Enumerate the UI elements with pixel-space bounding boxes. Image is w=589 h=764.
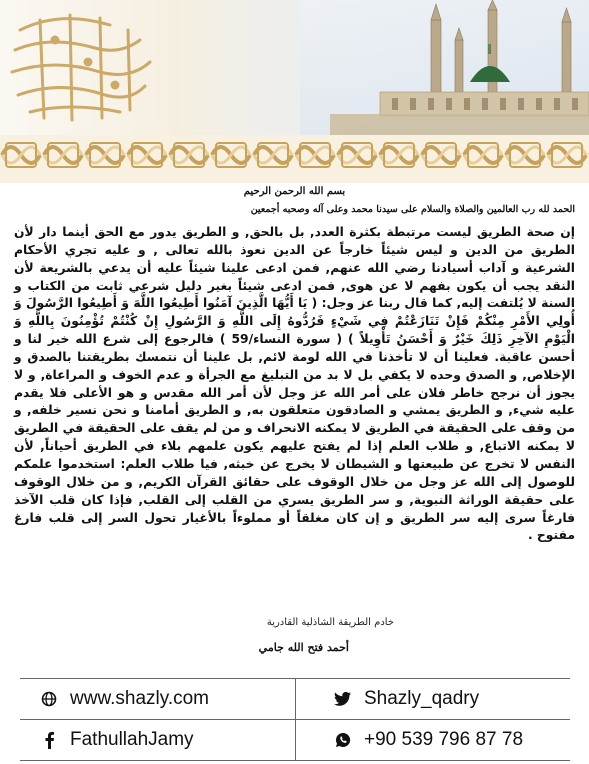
calligraphy-logo bbox=[12, 15, 150, 120]
website-text: www.shazly.com bbox=[70, 688, 210, 709]
whatsapp-number: +90 539 796 87 78 bbox=[364, 729, 524, 750]
whatsapp-link[interactable] bbox=[332, 722, 523, 758]
facebook-name: FathullahJamy bbox=[70, 729, 194, 750]
signature-title: خادم الطريقة الشاذلية القادرية bbox=[266, 617, 394, 628]
facebook-link[interactable] bbox=[38, 722, 194, 758]
signature-name: أحمد فتح الله جامي bbox=[258, 641, 349, 654]
twitter-handle: Shazly_qadry bbox=[364, 688, 480, 709]
twitter-link[interactable] bbox=[332, 681, 479, 717]
basmala-line: بسم الله الرحمن الرحيم bbox=[243, 186, 346, 197]
article-body: إن صحة الطريق ليست مرتبطة بكثرة العدد, بل بالحق, و الطريق يدور مع الحق أينما دار لأن الطريق من الدين و ليس شيئاً خارجاً عن الدين نعوذ بالله تعالى , و عليه تجري الأحكام الشرعية و آداب أسيادنا رضي الله عنهم, فمن ادعى علينا شيئاً عليه أن يدعي بالشريعة لأن النقد يجب أن يكون بفهم لا عن هوى, فمن ادعى شيئاً بغير دليل شرعي ثابت من الكتاب و السنة لا يُلتفت إليه, كما قال ربنا عز وجل: ( يَا أَيُّهَا الَّذِينَ آمَنُوا أَطِيعُوا اللَّهَ وَ أَطِيعُوا الرَّسُولَ وَ أُولِي الأَمْرِ مِنْكُمْ فَإِنْ تَنَازَعْتُمْ فِي شَيْءٍ فَرُدُّوهُ إِلَى اللَّهِ وَ الرَّسُولِ إِنْ كُنْتُمْ تُؤْمِنُونَ بِاللَّهِ وَ الْيَوْمِ الآخِرِ ذَلِكَ خَيْرٌ وَ أَحْسَنُ تَأْوِيلاً ) ( سورة النساء/59 ) فالرجوع إلى شرع الله خير لنا و أحسن عاقبة. فعلينا أن لا تأخذنا في الله لومة لائم, بل علينا أن نتمسك بطريقتنا بالصدق و الإخلاص, و الصدق وحده لا يكفي بل لا بد من التبليغ مع الجرأة و عدم الخوف و المراعاة, و لا يجوز أن نرجح خاطر فلان على أمر الله عز وجل لأن أمر الله مقدس و هو الأعلى فلا يقدم عليه شيء, و الطريق يمشي و الصادقون متعلقون به, و الطريق أمامنا و نحن نسير خلفه, و من وقف على الحقيقة في الطريق لا يمكنه الانحراف و من لم يقف على الحقيقة في الطريق لا يمكنه الاتباع, و طلاب العلم إذا لم يفتح عليهم يكون علمهم بلاء في الطريق أحياناً, لأن النفس لا تخرج عن طبيعتها و الشيطان لا يخرج عن خبثه, فيا طلاب العلم: استخدموا علمكم للوصول إلى الله عز وجل من خلال الوقوف على حقائق القرآن الكريم, و من خلال الوقوف على حقيقة الوراثة النبوية, و سر الطريق يسري من القلب إلى القلب, فإذا كان قلب الآخذ فارغاً سرى إليه سر الطريق و إن كان مغلقاً أو مملوءاً بالأغيار تحول السر إلى قلب فارغ مفتوح . bbox=[14, 225, 575, 543]
whatsapp-icon bbox=[332, 729, 354, 751]
facebook-icon bbox=[38, 729, 60, 751]
globe-icon bbox=[38, 688, 60, 710]
mosque-illustration bbox=[0, 0, 589, 135]
header-banner bbox=[0, 0, 589, 135]
twitter-bird-icon bbox=[332, 688, 354, 710]
website-link[interactable] bbox=[38, 681, 209, 717]
decorative-border bbox=[0, 135, 589, 183]
contact-footer bbox=[20, 678, 570, 764]
footer-divider bbox=[20, 760, 570, 761]
hamd-line: الحمد لله رب العالمين والصلاة والسلام على سيدنا محمد وعلى آله وصحبه أجمعين bbox=[250, 204, 575, 215]
footer-divider bbox=[295, 678, 296, 760]
